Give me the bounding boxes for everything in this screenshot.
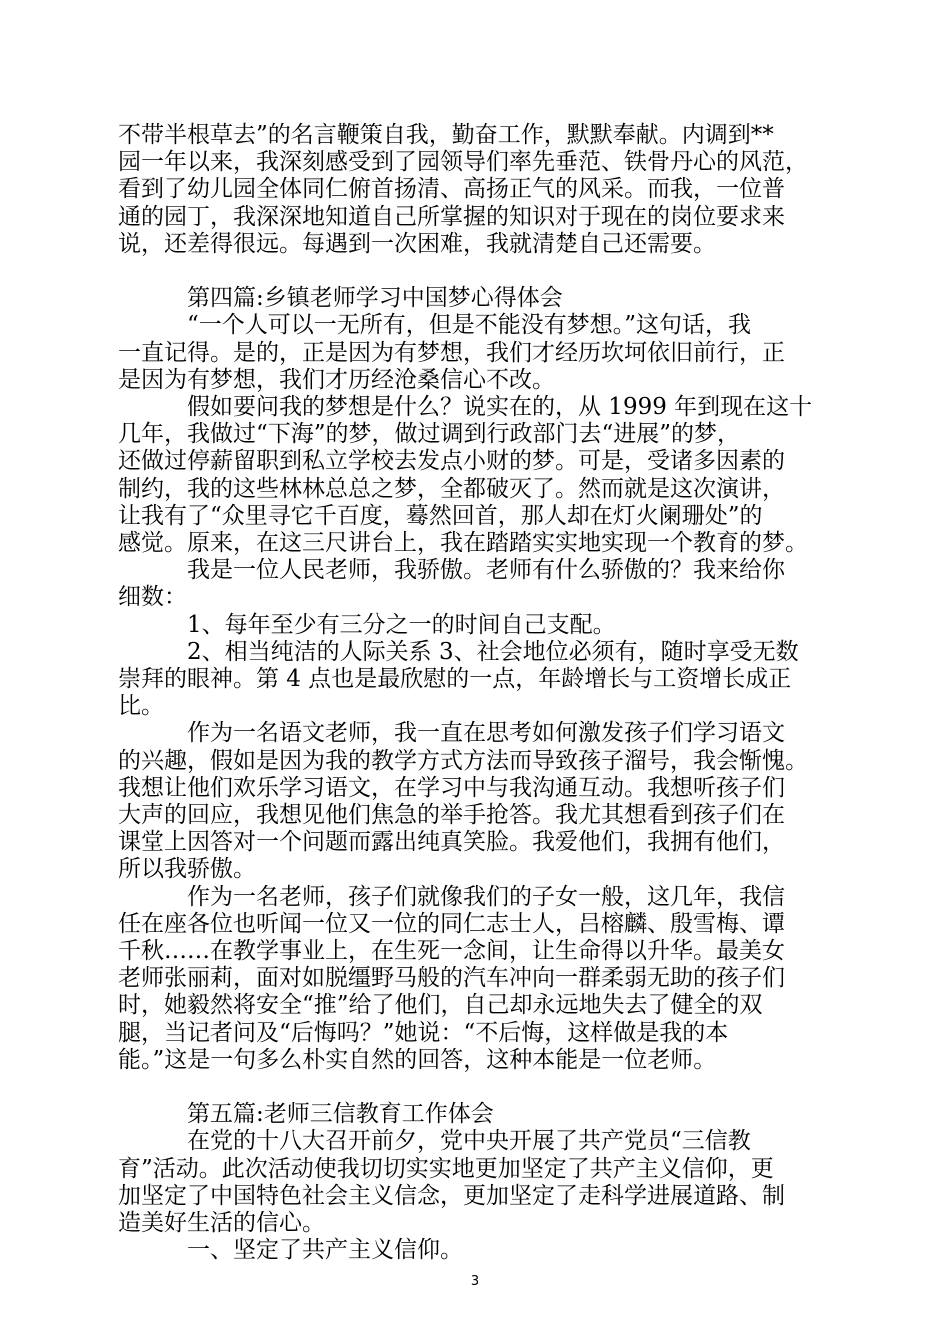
text-line: 是因为有梦想，我们才历经沧桑信心不改。 bbox=[118, 366, 555, 393]
text-line: 老师张丽莉，面对如脱缰野马般的汽车冲向一群柔弱无助的孩子们 bbox=[118, 965, 785, 992]
text-line: 千秋……在教学事业上，在生死一念间，让生命得以升华。最美女 bbox=[118, 938, 785, 964]
section-heading: 第四篇:乡镇老师学习中国梦心得体会 bbox=[118, 285, 563, 312]
text-line: “一个人可以一无所有，但是不能没有梦想。”这句话，我 bbox=[118, 312, 752, 339]
text-line: 感觉。原来，在这三尺讲台上，我在踏踏实实地实现一个教育的梦。 bbox=[118, 530, 808, 556]
text-line: 园一年以来，我深刻感受到了园领导们率先垂范、铁骨丹心的风范， bbox=[118, 149, 808, 176]
text-line: 2、相当纯洁的人际关系 3、社会地位必须有，随时享受无数 bbox=[118, 638, 799, 665]
text-line: 所以我骄傲。 bbox=[118, 856, 256, 883]
text-line: 加坚定了中国特色社会主义信念，更加坚定了走科学进展道路、制 bbox=[118, 1182, 785, 1209]
page-number: 3 bbox=[470, 1274, 480, 1290]
text-line: 能。”这是一句多么朴实自然的回答，这种本能是一位老师。 bbox=[118, 1046, 717, 1073]
text-line: 比。 bbox=[118, 693, 164, 720]
text-line: 造美好生活的信心。 bbox=[118, 1210, 325, 1236]
text-line: 几年，我做过“下海”的梦，做过调到行政部门去“进展”的梦， bbox=[118, 421, 741, 448]
text-line: 制约，我的这些林林总总之梦，全都破灭了。然而就是这次演讲， bbox=[118, 475, 785, 502]
text-line: 还做过停薪留职到私立学校去发点小财的梦。可是，受诸多因素的 bbox=[118, 448, 785, 475]
text-line: 崇拜的眼神。第 4 点也是最欣慰的一点，年龄增长与工资增长成正 bbox=[118, 666, 792, 692]
text-line: 假如要问我的梦想是什么？说实在的，从 1999 年到现在这十 bbox=[118, 394, 813, 420]
text-line: 育”活动。此次活动使我切切实实地更加坚定了共产主义信仰，更 bbox=[118, 1155, 774, 1182]
text-line: 的兴趣，假如是因为我的教学方式方法而导致孩子溜号，我会惭愧。 bbox=[118, 747, 808, 774]
text-line: 任在座各位也听闻一位又一位的同仁志士人，吕榕麟、殷雪梅、谭 bbox=[118, 910, 785, 937]
text-line: 大声的回应，我想见他们焦急的举手抢答。我尤其想看到孩子们在 bbox=[118, 802, 785, 828]
text-line: 一直记得。是的，正是因为有梦想，我们才经历坎坷依旧前行，正 bbox=[118, 339, 785, 366]
text-line: 我想让他们欢乐学习语文，在学习中与我沟通互动。我想听孩子们 bbox=[118, 774, 785, 801]
text-line: 在党的十八大召开前夕，党中央开展了共产党员“三信教 bbox=[118, 1128, 751, 1155]
text-line: 让我有了“众里寻它千百度，蓦然回首，那人却在灯火阑珊处”的 bbox=[118, 502, 763, 529]
section-heading: 第五篇:老师三信教育工作体会 bbox=[118, 1101, 494, 1128]
text-line: 说，还差得很远。每遇到一次困难，我就清楚自己还需要。 bbox=[118, 230, 716, 257]
text-line: 我是一位人民老师，我骄傲。老师有什么骄傲的？我来给你 bbox=[118, 557, 785, 584]
text-line: 作为一名老师，孩子们就像我们的子女一般，这几年，我信 bbox=[118, 883, 785, 910]
text-line: 一、坚定了共产主义信仰。 bbox=[118, 1237, 463, 1264]
text-line: 看到了幼儿园全体同仁俯首扬清、高扬正气的风采。而我，一位普 bbox=[118, 176, 785, 203]
text-line: 通的园丁，我深深地知道自己所掌握的知识对于现在的岗位要求来 bbox=[118, 203, 785, 230]
text-line: 作为一名语文老师，我一直在思考如何激发孩子们学习语文 bbox=[118, 720, 785, 747]
text-line: 腿，当记者问及“后悔吗？”她说：“不后悔，这样做是我的本 bbox=[118, 1019, 729, 1046]
text-line: 时，她毅然将安全“推”给了他们，自己却永远地失去了健全的双 bbox=[118, 992, 763, 1019]
text-line: 细数： bbox=[118, 584, 187, 611]
text-line: 课堂上因答对一个问题而露出纯真笑脸。我爱他们，我拥有他们， bbox=[118, 829, 785, 856]
text-line: 1、每年至少有三分之一的时间自己支配。 bbox=[118, 611, 616, 638]
text-line: 不带半根草去”的名言鞭策自我，勤奋工作，默默奉献。内调到** bbox=[118, 122, 774, 148]
